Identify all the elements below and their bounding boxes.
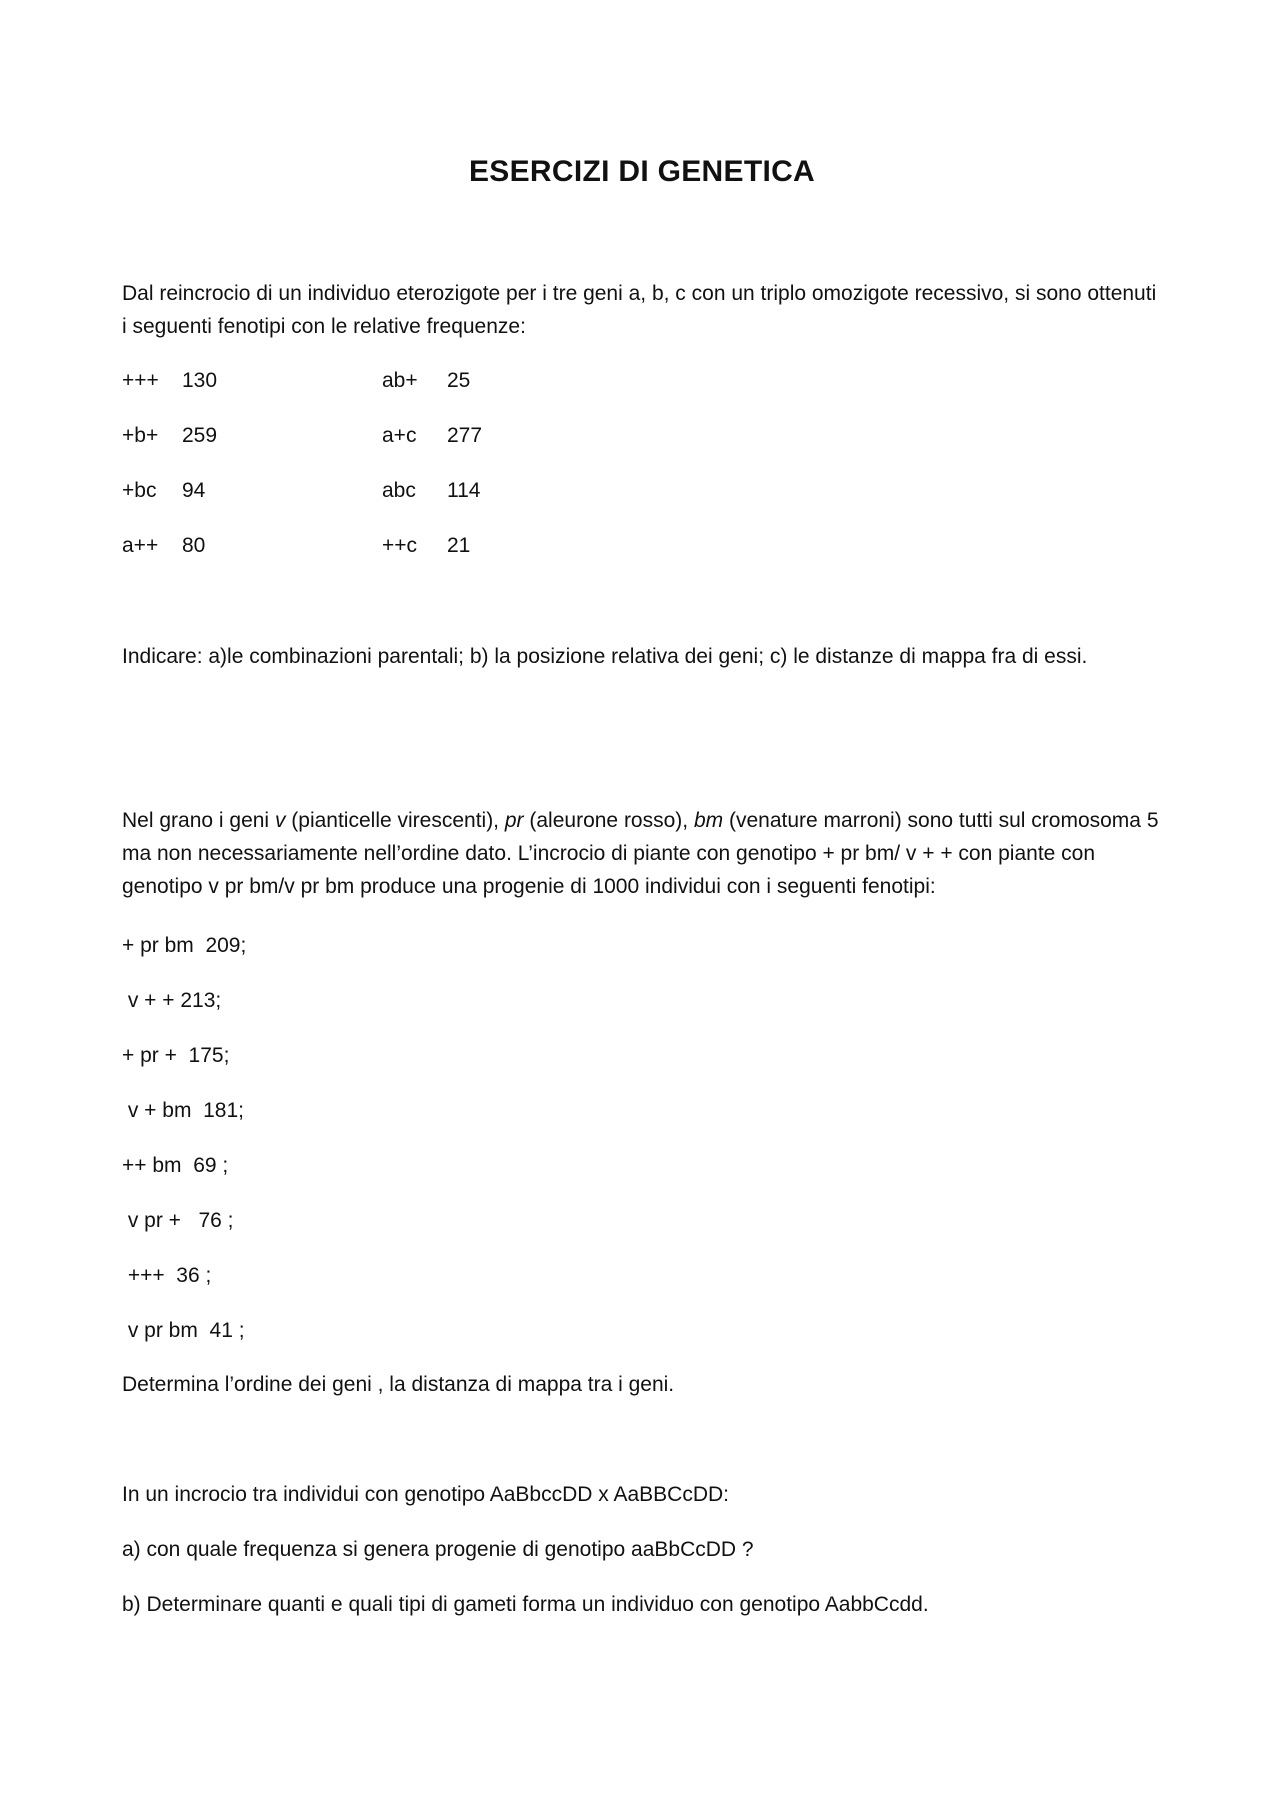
list-item: v + bm 181; [122,1099,244,1122]
phenotype: +b+ [122,424,159,447]
list-item: v pr + 76 ; [122,1209,234,1232]
gene-name: pr [504,809,524,832]
phenotype: +++ [122,369,159,392]
frequency: 277 [447,424,483,447]
list-item: + pr bm 209; [122,934,247,957]
exercise3-question-a: a) con quale frequenza si genera progenie di genotipo aaBbCcDD ? [122,1538,754,1561]
exercise3-question-b: b) Determinare quanti e quali tipi di gameti forma un individuo con genotipo AabbCcdd. [122,1593,929,1616]
text-fragment: Nel grano i geni [122,809,275,832]
text-fragment: (pianticelle virescenti), [285,809,505,832]
exercise3-intro: In un incrocio tra individui con genotipo AaBbccDD x AaBBCcDD: [122,1483,729,1506]
text-fragment: (venature marroni) sono tutti sul cromosoma 5 ma non necessariamente nell’ordine dato. L’incrocio di piante con genotipo + pr bm/ v + + con piante con genotipo v pr bm/v pr bm produce una progenie di 1000 individui con i seguenti fenotipi: [122,809,1159,898]
gene-name: bm [693,809,724,832]
list-item: v pr bm 41 ; [122,1319,245,1342]
frequency: 114 [447,479,481,502]
exercise2-question: Determina l’ordine dei geni , la distanza di mappa tra i geni. [122,1373,675,1396]
phenotype: abc [382,479,416,502]
frequency: 25 [447,369,471,392]
exercise1-question: Indicare: a)le combinazioni parentali; b) la posizione relativa dei geni; c) le distanze di mappa fra di essi. [122,645,1088,668]
phenotype: a+c [382,424,417,447]
list-item: ++ bm 69 ; [122,1154,229,1177]
frequency: 21 [447,534,471,557]
frequency: 259 [182,424,218,447]
exercise2-intro [122,804,1162,903]
page-title: ESERCIZI DI GENETICA [468,155,816,188]
text-fragment: (aleurone rosso), [523,809,694,832]
list-item: +++ 36 ; [122,1264,212,1287]
phenotype: ab+ [382,369,418,392]
gene-name: v [274,809,286,832]
list-item: v + + 213; [122,989,222,1012]
phenotype: ++c [382,534,418,557]
phenotype: a++ [122,534,159,557]
frequency: 94 [182,479,206,502]
exercise1-intro: Dal reincrocio di un individuo eterozigote per i tre geni a, b, c con un triplo omozigote recessivo, si sono ottenuti i seguenti fenotipi con le relative frequenze: [122,282,1157,338]
frequency: 80 [182,534,206,557]
list-item: + pr + 175; [122,1044,230,1067]
phenotype: +bc [122,479,157,502]
frequency: 130 [182,369,218,392]
